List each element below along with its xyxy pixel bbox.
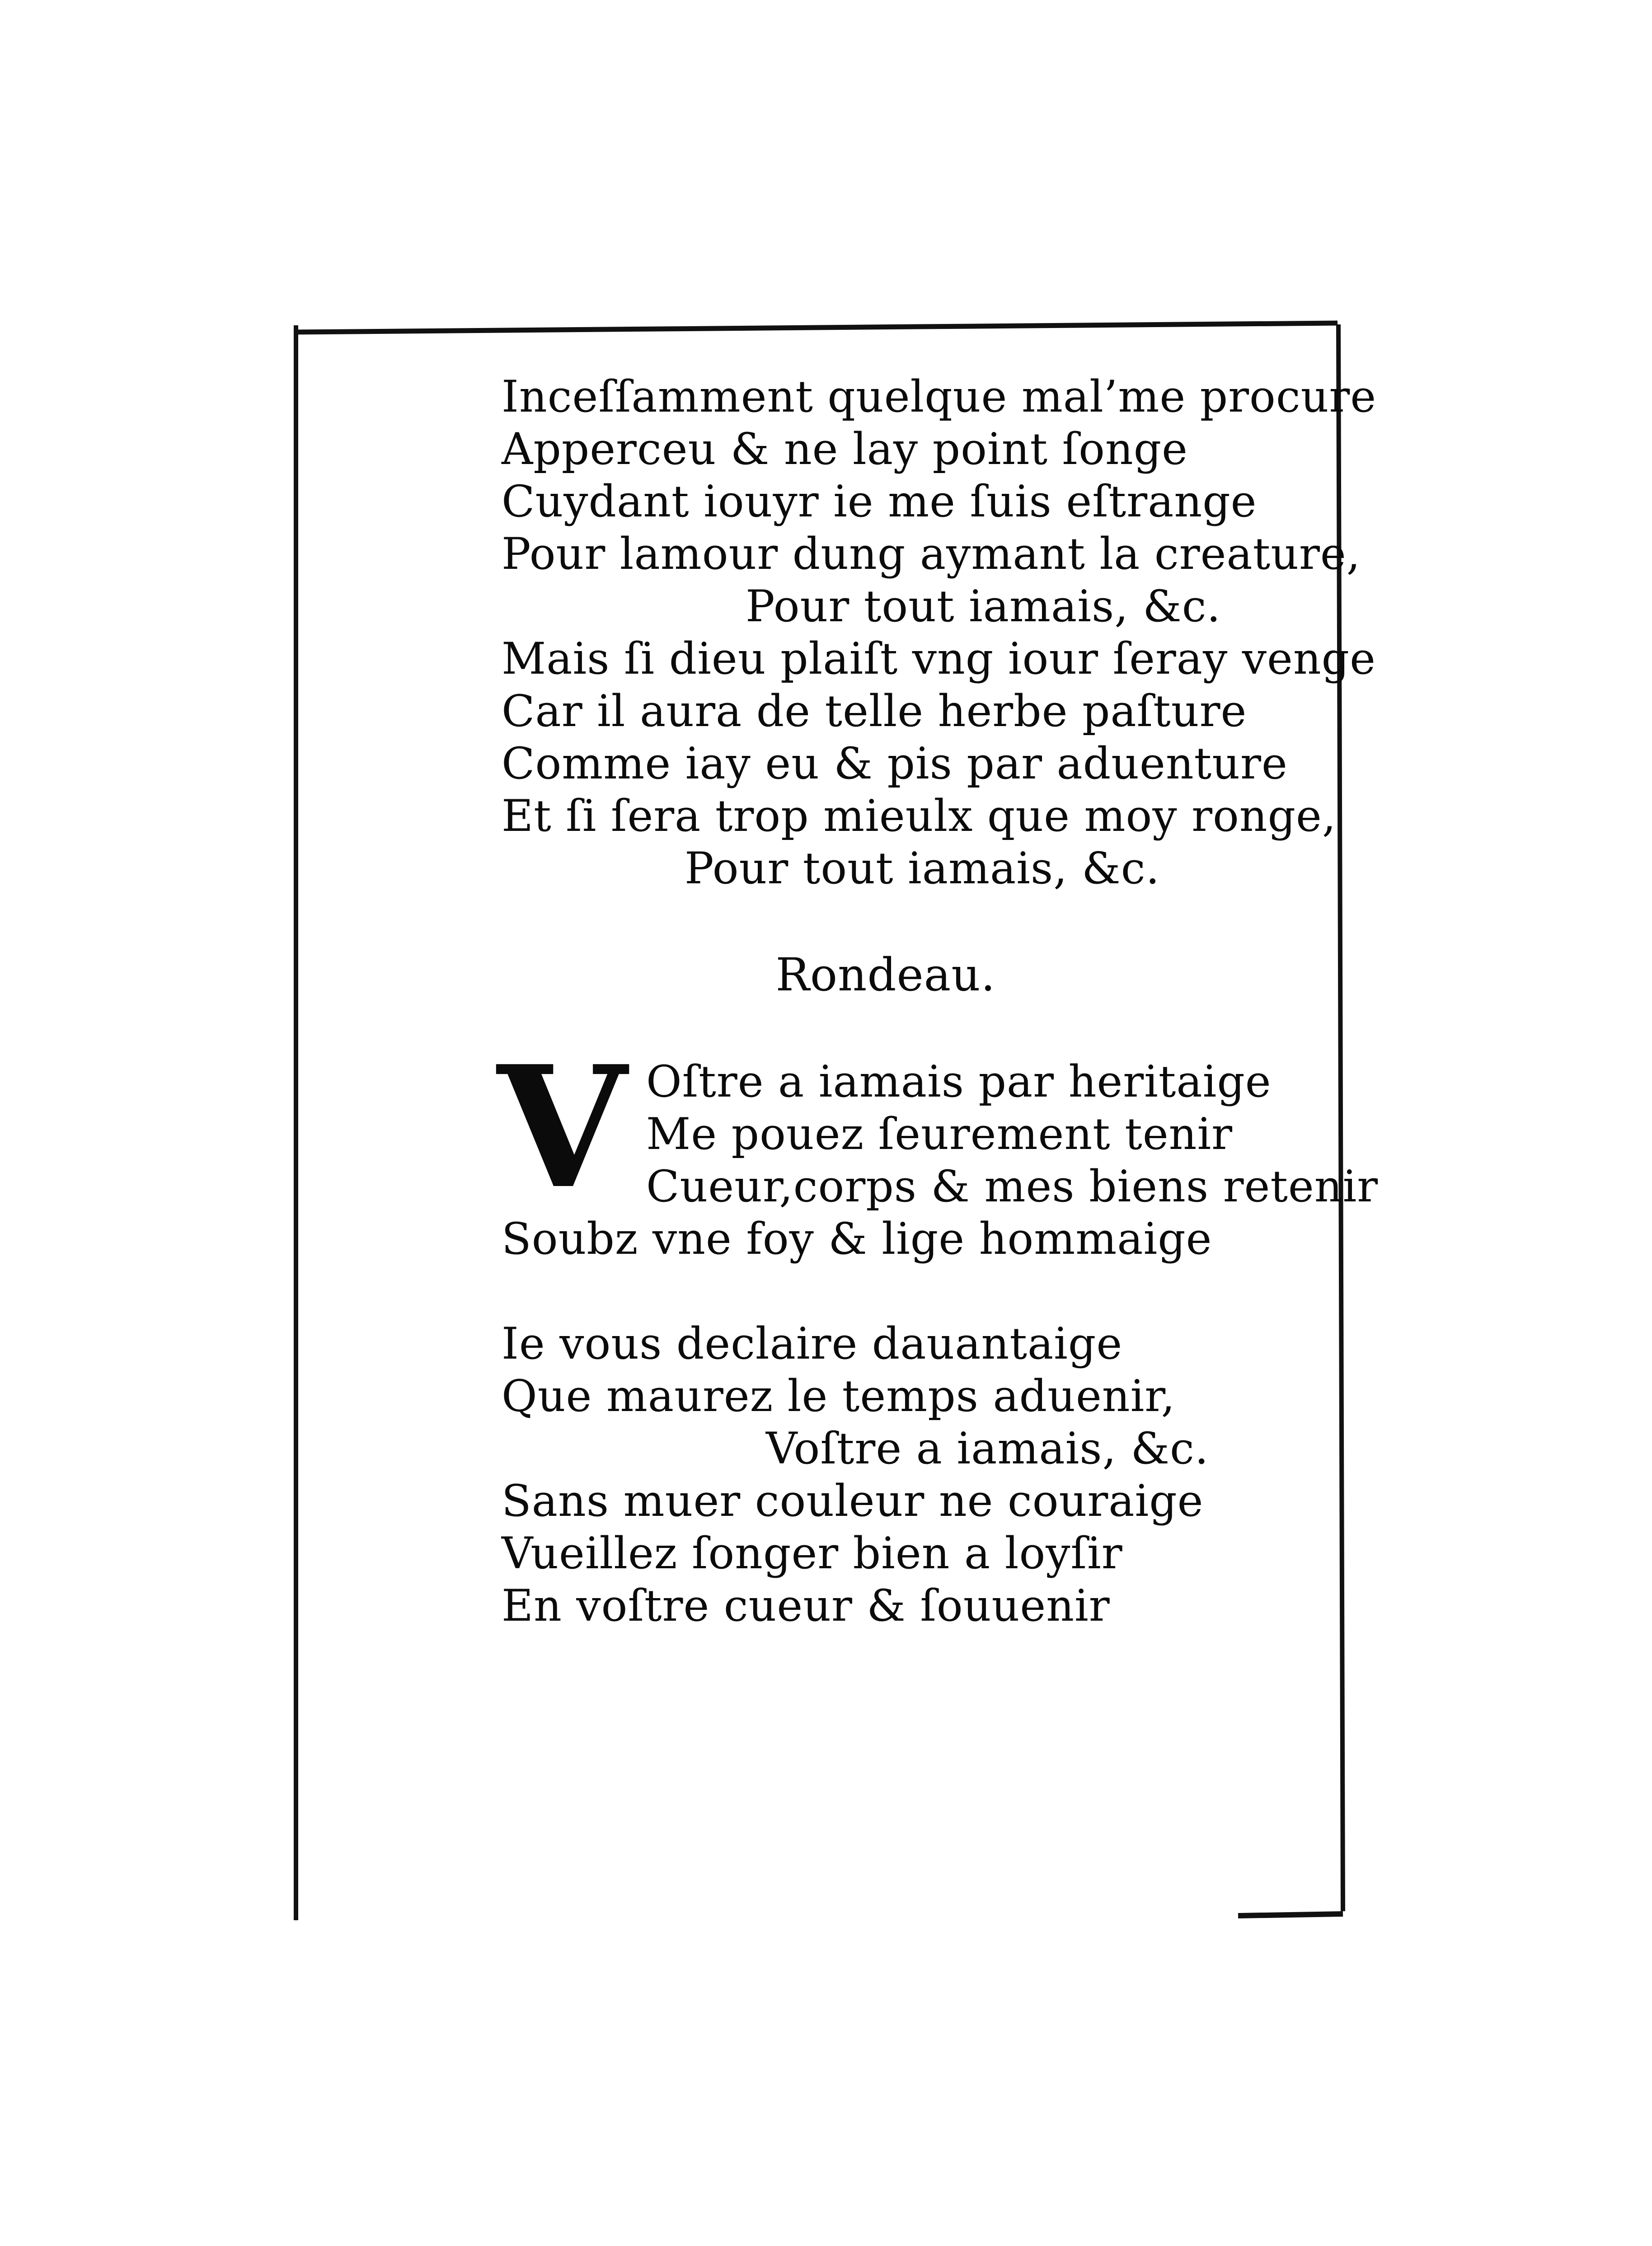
poem-text	[497, 370, 1379, 1632]
rondeau-opening	[497, 1030, 1379, 1226]
rondeau-stanza-2	[502, 1318, 1324, 1475]
verse-line: Car il aura de telle herbe paſture	[502, 686, 1247, 736]
verse-line: Cuydant iouyr ie me ſuis eſtrange	[502, 476, 1257, 527]
verse-line: Sans muer couleur ne couraige	[502, 1476, 1204, 1526]
refrain-line: Pour tout iamais, &c.	[746, 581, 1221, 632]
verse-line: Inceſſamment quelque mal’me procure	[502, 371, 1377, 422]
drop-cap: V	[497, 1030, 628, 1226]
verse-line: Soubz vne foy & lige hommaige	[502, 1214, 1212, 1264]
verse-line: Et ſi ſera trop mieulx que moy ronge,	[502, 791, 1337, 841]
verse-line: Que maurez le temps aduenir,	[502, 1371, 1176, 1421]
verse-line: Pour lamour dung aymant la creature,	[502, 529, 1361, 579]
verse-line: En voſtre cueur & ſouuenir	[502, 1580, 1110, 1631]
rondeau-stanza-3	[502, 1475, 1324, 1632]
verse-line: Apperceu & ne lay point ſonge	[502, 424, 1188, 474]
rondeau-title: Rondeau.	[775, 948, 996, 1001]
refrain-line: Voſtre a iamais, &c.	[766, 1423, 1209, 1474]
verse-line: Vueillez ſonger bien a loyſir	[502, 1528, 1123, 1579]
stanza-2	[502, 633, 1376, 895]
stanza-gap	[502, 1265, 1324, 1318]
stanza-1	[502, 370, 1377, 633]
refrain-line: Pour tout iamais, &c.	[685, 843, 1160, 894]
verse-line: Comme iay eu & pis par aduenture	[502, 738, 1288, 789]
verse-line: Oſtre a iamais par heritaige	[646, 1056, 1272, 1107]
verse-line: Me pouez ſeurement tenir	[646, 1109, 1233, 1159]
verse-line: Ie vous declaire dauantaige	[502, 1318, 1123, 1369]
verse-line: Cueur,corps & mes biens retenir	[646, 1161, 1379, 1212]
verse-line: Mais ſi dieu plaiſt vng iour ſeray venge	[502, 633, 1376, 684]
dropcap-lines	[646, 1055, 1378, 1213]
